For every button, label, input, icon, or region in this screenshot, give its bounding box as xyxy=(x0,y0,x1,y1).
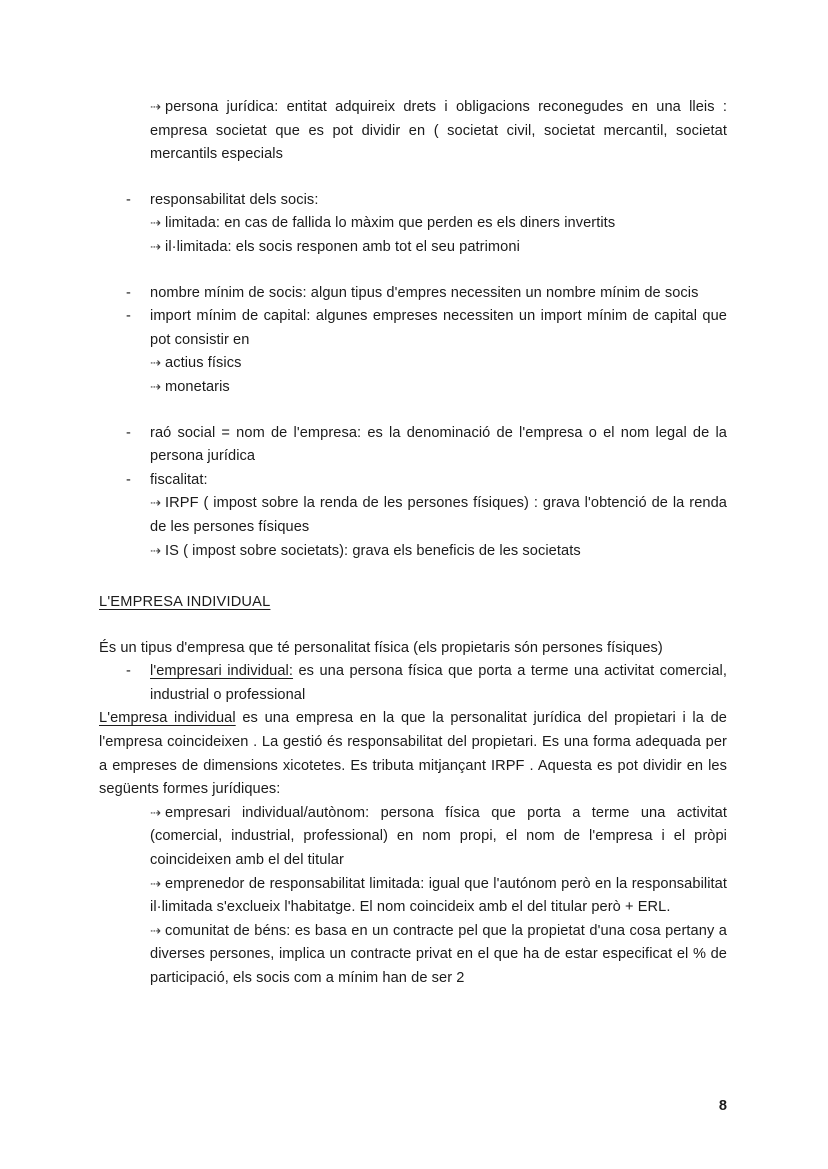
list-item-text: responsabilitat dels socis: xyxy=(150,191,319,208)
arrow-bullet-icon: ⇢ xyxy=(150,216,161,232)
dash-bullet-icon: - xyxy=(126,191,131,208)
list-item-actius-fisics xyxy=(99,352,727,376)
empresari-individual-label: l'empresari individual: xyxy=(150,663,294,680)
spacer xyxy=(99,260,727,282)
arrow-bullet-icon: ⇢ xyxy=(150,496,161,512)
list-item-text: comunitat de béns: es basa en un contracte pel que la propietat d'una cosa pertany a diverses persones, implica un contracte privat en el que ha de estar especificat el % de participació, els socis com a mínim han de ser 2 xyxy=(150,922,727,986)
page-number: 8 xyxy=(718,1098,727,1114)
arrow-bullet-icon: ⇢ xyxy=(150,876,161,892)
dash-bullet-icon: - xyxy=(126,424,131,441)
list-item-text: import mínim de capital: algunes empreses necessiten un import mínim de capital que pot consistir en xyxy=(150,308,727,348)
spacer xyxy=(99,615,727,637)
list-item-empresari-individual xyxy=(99,660,727,707)
empresari-individual-text: es una persona física que porta a terme una activitat comercial, industrial o professional xyxy=(150,663,727,703)
dash-bullet-icon: - xyxy=(126,308,131,325)
list-item-text: nombre mínim de socis: algun tipus d'empres necessiten un nombre mínim de socis xyxy=(150,284,699,301)
empresa-individual-text: es una empresa en la que la personalitat jurídica del propietari i la de l'empresa coincideixen . La gestió és responsabilitat del propietari. Es una forma adequada per a empreses de dimensions xicotetes. Es tributa mitjançant IRPF . Aquesta es pot dividir en les següents formes jurídiques: xyxy=(99,710,727,798)
dash-bullet-icon: - xyxy=(126,663,131,680)
arrow-bullet-icon: ⇢ xyxy=(150,543,161,559)
arrow-bullet-icon: ⇢ xyxy=(150,805,161,821)
list-item-illimitada xyxy=(99,236,727,260)
list-item-autonom xyxy=(99,802,727,873)
arrow-bullet-icon: ⇢ xyxy=(150,923,161,939)
section-heading-text: L'EMPRESA INDIVIDUAL xyxy=(99,594,271,611)
spacer xyxy=(99,400,727,422)
list-item-fiscalitat xyxy=(99,469,727,493)
list-item-text: raó social = nom de l'empresa: es la denominació de l'empresa o el nom legal de la persona jurídica xyxy=(150,424,727,465)
paragraph-empresa-individual xyxy=(99,707,727,801)
list-item-limitada xyxy=(99,212,727,236)
list-item-erl xyxy=(99,873,727,920)
arrow-bullet-icon: ⇢ xyxy=(150,379,161,395)
list-item-import-minim-capital xyxy=(99,305,727,352)
list-item-text: emprenedor de responsabilitat limitada: igual que l'autónom però en la responsabilitat il·limitada s'exclueix l'habitatge. El nom coincideix amb el del titular però + ERL. xyxy=(150,875,727,916)
list-item-rao-social xyxy=(99,422,727,469)
list-item-text: il·limitada: els socis responen amb tot el seu patrimoni xyxy=(165,238,520,255)
list-item-nombre-minim-socis xyxy=(99,282,727,306)
paragraph-intro: És un tipus d'empresa que té personalitat física (els propietaris són persones físiques) xyxy=(99,639,663,656)
arrow-bullet-icon: ⇢ xyxy=(150,100,161,115)
list-item-text: persona jurídica: entitat adquireix drets i obligacions reconegudes en una lleis : empresa societat que es pot dividir en ( societat civil, societat mercantil, societat mercantils especials xyxy=(150,99,727,163)
list-item-text: IRPF ( impost sobre la renda de les persones físiques) : grava l'obtenció de la renda de les persones físiques xyxy=(150,495,727,535)
list-item-irpf xyxy=(99,492,727,539)
arrow-bullet-icon: ⇢ xyxy=(150,356,161,372)
dash-bullet-icon: - xyxy=(126,471,131,488)
list-item-responsabilitat-socis xyxy=(99,189,727,213)
list-item-text: IS ( impost sobre societats): grava els beneficis de les societats xyxy=(165,542,581,559)
list-item-text: limitada: en cas de fallida lo màxim que perden es els diners invertits xyxy=(165,215,616,232)
list-item-persona-juridica xyxy=(99,96,727,167)
list-item-text xyxy=(150,663,727,703)
list-item-text: fiscalitat: xyxy=(150,471,208,488)
list-item-comunitat-bens xyxy=(99,920,727,1014)
list-item-text: monetaris xyxy=(165,378,230,395)
spacer xyxy=(99,563,727,591)
list-item-text: actius físics xyxy=(165,355,242,372)
spacer xyxy=(99,167,727,189)
dash-bullet-icon: - xyxy=(126,284,131,301)
arrow-bullet-icon: ⇢ xyxy=(150,239,161,255)
empresa-individual-label: L'empresa individual xyxy=(99,710,236,727)
section-heading-empresa-individual xyxy=(99,591,727,615)
list-item-text: empresari individual/autònom: persona física que porta a terme una activitat (comercial, industrial, professional) en nom propi, el nom de l'empresa i el pròpi coincideixen amb el del titular xyxy=(150,804,727,869)
list-item-monetaris xyxy=(99,376,727,400)
page-content xyxy=(99,96,727,1014)
list-item-is xyxy=(99,540,727,564)
